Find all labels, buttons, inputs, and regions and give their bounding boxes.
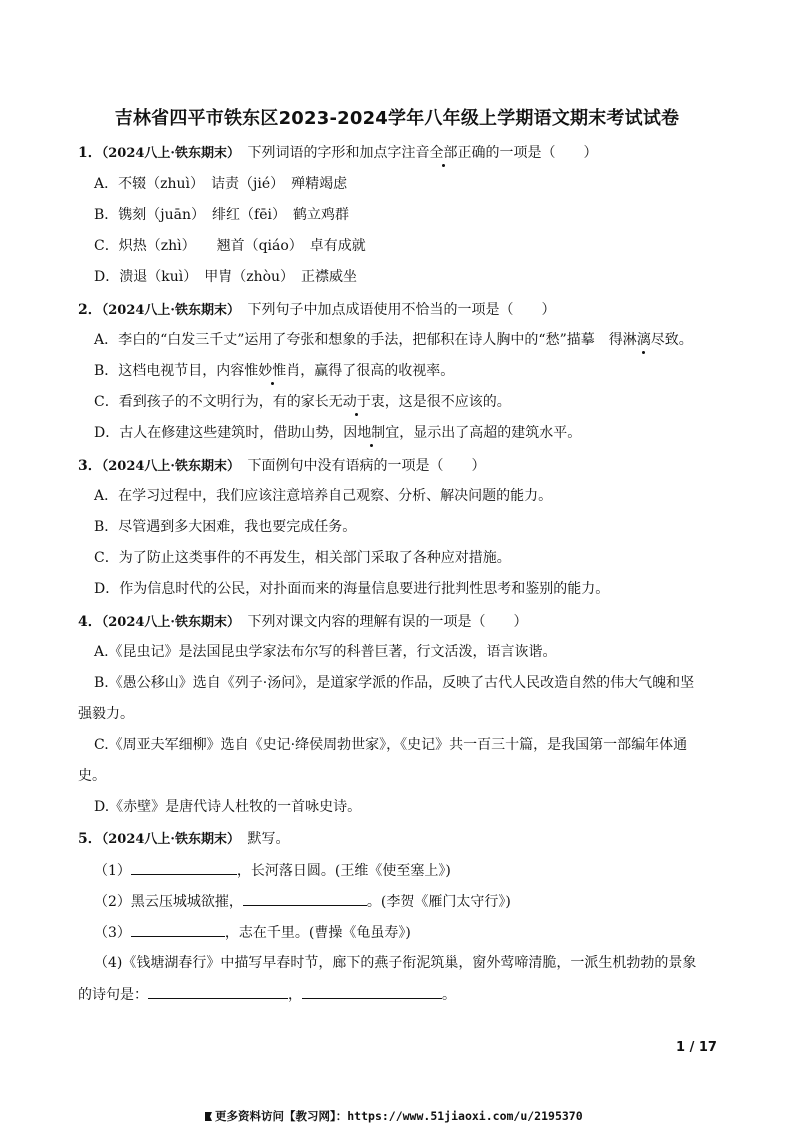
- question-4-stem: [78, 612, 527, 633]
- question-source: （2024八上·铁东期末）: [101, 459, 234, 474]
- dotted-text: 全部: [429, 145, 458, 161]
- question-number: 1．: [78, 145, 102, 161]
- page-title: 吉林省四平市铁东区2023-2024学年八年级上学期语文期末考试试卷: [114, 108, 680, 129]
- question-text: 正确的一项是（ ）: [457, 145, 598, 161]
- question-source: （2024八上·铁东期末）: [101, 615, 234, 630]
- dictation-line-3: （3） ，志在千里。(曹操《龟虽寿》): [94, 922, 411, 943]
- option-c: C．炽热（zhì） 翘首（qiáo） 卓有成就: [94, 238, 366, 254]
- option-a: A．不辍（zhuì） 诘责（jié） 殚精竭虑: [94, 176, 348, 192]
- option-b: B.《愚公移山》选自《列子·汤问》，是道家学派的作品，反映了古代人民改造自然的伟大气魄和坚: [94, 675, 695, 691]
- answer-blank[interactable]: [148, 984, 288, 999]
- option-d: D．古人在修建这些建筑时，借助山势，因地制宜，显示出了高超的建筑水平。: [94, 425, 582, 441]
- footer-link[interactable]: 更多资料访问【教习网】：https://www.51jiaoxi.com/u/2195370: [205, 1108, 583, 1124]
- flag-icon: [205, 1112, 212, 1121]
- question-text: 默写。: [247, 831, 290, 847]
- question-number: 5．: [78, 831, 102, 847]
- question-1-stem: [78, 143, 597, 164]
- option-c-continued: 史。: [78, 768, 106, 784]
- option-a: A.《昆虫记》是法国昆虫学家法布尔写的科普巨著，行文活泼，语言诙谐。: [94, 644, 557, 660]
- dictation-line-4: （4)《钱塘湖春行》中描写早春时节，廊下的燕子衔泥筑巢，窗外莺啼清脆，一派生机勃勃的景象: [94, 955, 697, 971]
- question-number: 4．: [78, 614, 102, 630]
- option-b: B．这档电视节目，内容惟妙惟肖，赢得了很高的收视率。: [94, 363, 455, 379]
- question-source: （2024八上·铁东期末）: [101, 146, 234, 161]
- question-3-stem: [78, 456, 485, 477]
- option-d: D．溃退（kuì） 甲胄（zhòu） 正襟威坐: [94, 269, 358, 285]
- answer-blank[interactable]: [131, 922, 225, 937]
- option-c: C.《周亚夫军细柳》选自《史记·绛侯周勃世家》，《史记》共一百三十篇，是我国第一部编年体通: [94, 737, 688, 753]
- question-text: 下列词语的字形和加点字注音: [247, 145, 430, 161]
- option-a: A．李白的“白发三千丈”运用了夸张和想象的手法，把郁积在诗人胸中的“愁”描摹 得淋漓尽致。: [94, 332, 693, 348]
- question-source: （2024八上·铁东期末）: [101, 303, 234, 318]
- option-a: A．在学习过程中，我们应该注意培养自己观察、分析、解决问题的能力。: [94, 488, 553, 504]
- question-source: （2024八上·铁东期末）: [101, 832, 234, 847]
- question-5-stem: [78, 829, 289, 850]
- answer-blank[interactable]: [131, 860, 237, 875]
- question-text: 下列句子中加点成语使用不恰当的一项是（ ）: [247, 302, 556, 318]
- question-2-stem: [78, 300, 555, 321]
- answer-blank[interactable]: [243, 891, 367, 906]
- dictation-line-2: （2）黑云压城城欲摧， 。(李贺《雁门太守行》): [94, 891, 511, 912]
- option-b-continued: 强毅力。: [78, 706, 134, 722]
- option-c: C．为了防止这类事件的不再发生，相关部门采取了各种应对措施。: [94, 550, 511, 566]
- answer-blank[interactable]: [302, 984, 442, 999]
- question-number: 3．: [78, 458, 102, 474]
- option-b: B．镌刻（juān） 绯红（fēi） 鹤立鸡群: [94, 207, 349, 223]
- question-text: 下面例句中没有语病的一项是（ ）: [247, 458, 486, 474]
- dictation-line-1: （1） ，长河落日圆。(王维《使至塞上》): [94, 860, 451, 881]
- option-d: D．作为信息时代的公民，对扑面而来的海量信息要进行批判性思考和鉴别的能力。: [94, 581, 610, 597]
- option-c: C．看到孩子的不文明行为，有的家长无动于衷，这是很不应该的。: [94, 394, 511, 410]
- option-b: B．尽管遇到多大困难，我也要完成任务。: [94, 519, 357, 535]
- question-number: 2．: [78, 302, 102, 318]
- question-text: 下列对课文内容的理解有误的一项是（ ）: [247, 614, 528, 630]
- dictation-line-4-continued: 的诗句是： ， 。: [78, 984, 456, 1005]
- page-number: 1 / 17: [676, 1040, 717, 1055]
- option-d: D.《赤壁》是唐代诗人杜牧的一首咏史诗。: [94, 799, 362, 815]
